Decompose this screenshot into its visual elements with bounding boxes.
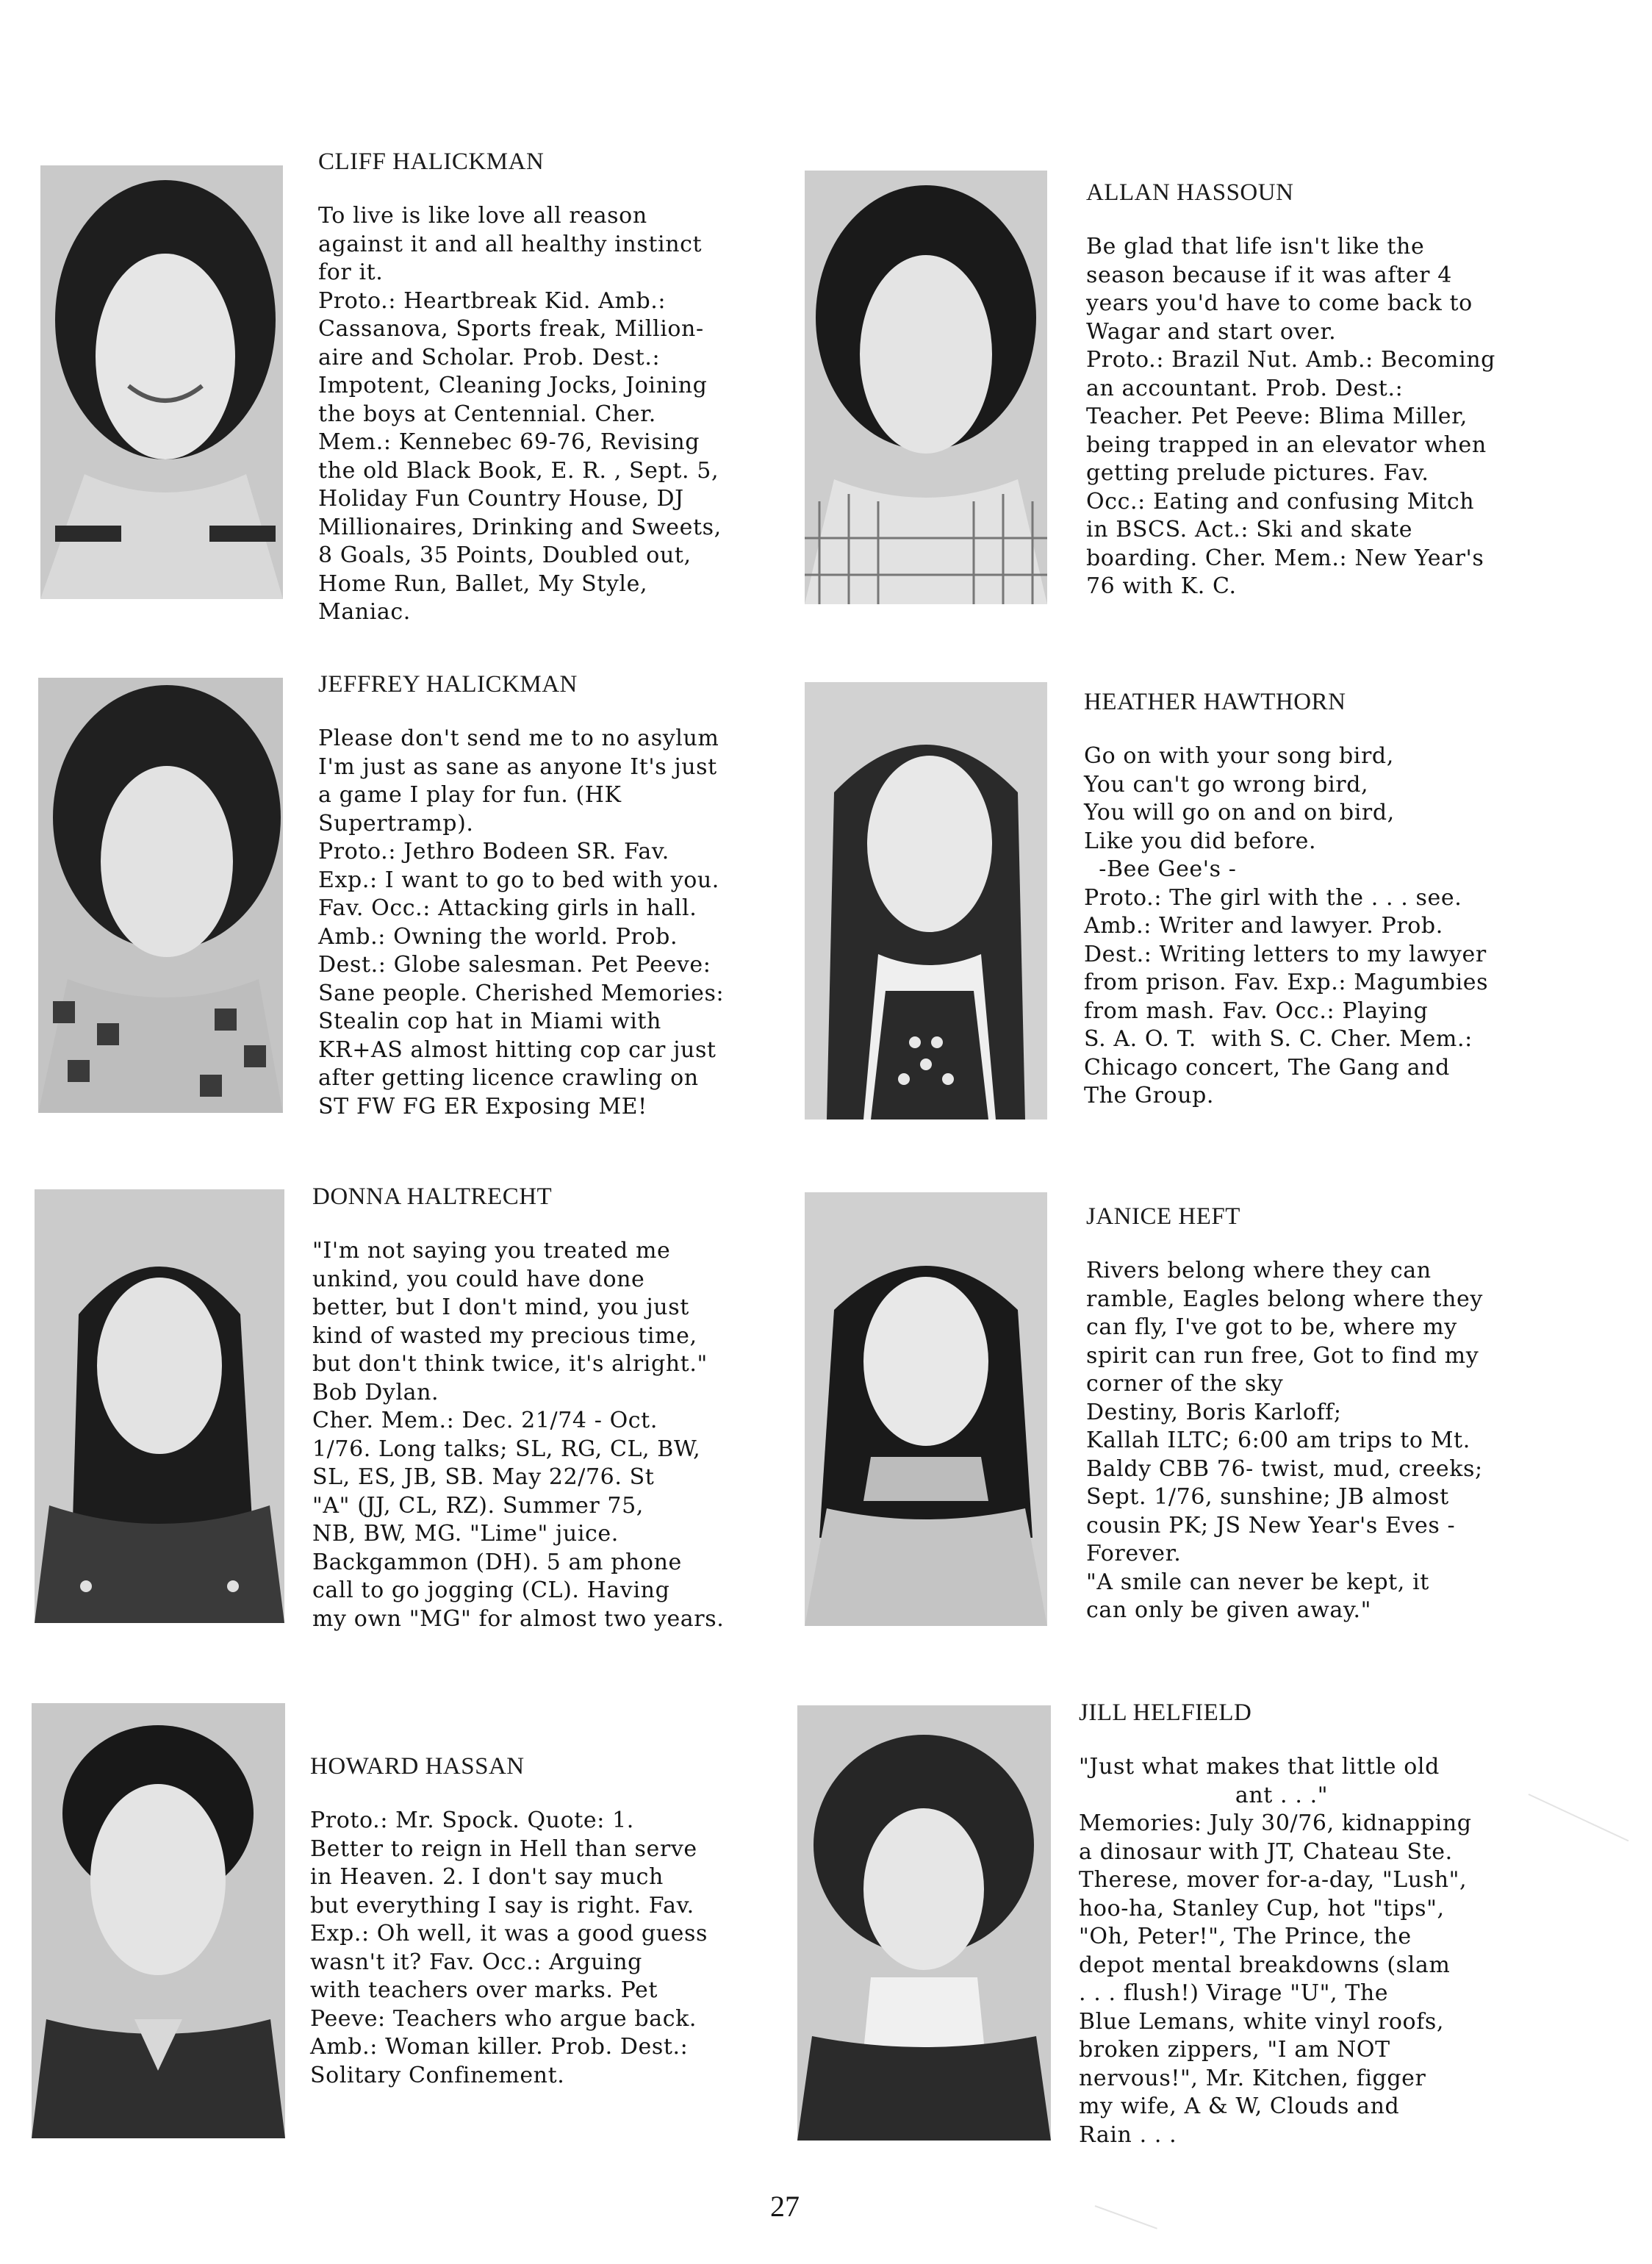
- portrait-photo-icon: [805, 682, 1047, 1120]
- portrait-photo-icon: [805, 1192, 1047, 1626]
- student-name: JANICE HEFT: [1086, 1203, 1240, 1230]
- student-blurb: "I'm not saying you treated me unkind, you could have done better, but I don't mind, you just kind of wasted my precious time, but don't think twice, it's alright." Bob Dylan. Cher. Mem.: Dec. 21/74 - Oct. 1/76. Long talks; SL, RG, CL, BW, SL, ES, JB, SB. May 22/76. St "A" (JJ, CL, RZ). Summer 75, NB, BW, MG. "Lime" juice. Backgammon (DH). 5 am phone call to go jogging (CL). Having my own "MG" for almost two years.: [312, 1238, 725, 1632]
- student-blurb: Proto.: Mr. Spock. Quote: 1. Better to reign in Hell than serve in Heaven. 2. I don't say much but everything I say is right. Fav. Exp.: Oh well, it was a good guess wasn't it? Fav. Occ.: Arguing with teachers over marks. Pet Peeve: Teachers who argue back. Amb.: Woman killer. Prob. Dest.: Solitary Confinement.: [310, 1808, 708, 2088]
- student-name: HOWARD HASSAN: [310, 1753, 525, 1780]
- student-portrait-photo: [805, 171, 1047, 604]
- student-name: JILL HELFIELD: [1079, 1699, 1252, 1726]
- student-name: ALLAN HASSOUN: [1086, 179, 1294, 206]
- student-blurb: Please don't send me to no asylum I'm just as sane as anyone It's just a game I play for fun. (HK Supertramp). Proto.: Jethro Bodeen SR. Fav. Exp.: I want to go to bed with you. Fav. Occ.: Attacking girls in hall. Amb.: Owning the world. Prob. Dest.: Globe salesman. Pet Peeve: Sane people. Cherished Memories: Stealin cop hat in Miami with KR+AS almost hitting cop car just after getting licence crawling on ST FW FG ER Exposing ME!: [318, 726, 725, 1120]
- student-blurb: To live is like love all reason against it and all healthy instinct for it. Proto.: Heartbreak Kid. Amb.: Cassanova, Sports freak, Million- aire and Scholar. Prob. Dest.: Impotent, Cleaning Jocks, Joining the boys at Centennial. Cher. Mem.: Kennebec 69-76, Revising the old Black Book, E. R. , Sept. 5, Holiday Fun Country House, DJ Millionaires, Drinking and Sweets, 8 Goals, 35 Points, Doubled out, Home Run, Ballet, My Style, Maniac.: [318, 203, 722, 625]
- portrait-photo-icon: [797, 1705, 1051, 2141]
- student-portrait-photo: [797, 1705, 1051, 2141]
- scan-mark: [1095, 2205, 1157, 2229]
- student-blurb: Rivers belong where they can ramble, Eagles belong where they can fly, I've got to be, where my spirit can run free, Got to find my corner of the sky Destiny, Boris Karloff; Kallah ILTC; 6:00 am trips to Mt. Baldy CBB 76- twist, mud, creeks; Sept. 1/76, sunshine; JB almost cousin PK; JS New Year's Eves - Forever. "A smile can never be kept, it can only be given away.": [1086, 1258, 1483, 1623]
- portrait-photo-icon: [40, 165, 283, 599]
- student-name: CLIFF HALICKMAN: [318, 148, 545, 175]
- student-name: DONNA HALTRECHT: [312, 1183, 553, 1210]
- student-name: HEATHER HAWTHORN: [1084, 689, 1346, 715]
- student-portrait-photo: [805, 1192, 1047, 1626]
- student-portrait-photo: [35, 1189, 284, 1623]
- portrait-photo-icon: [32, 1703, 285, 2138]
- portrait-photo-icon: [805, 171, 1047, 604]
- student-blurb: Go on with your song bird, You can't go wrong bird, You will go on and on bird, Like you did before. -Bee Gee's - Proto.: The girl with the . . . see. Amb.: Writer and lawyer. Prob. Dest.: Writing letters to my lawyer from prison. Fav. Exp.: Magumbies from mash. Fav. Occ.: Playing S. A. O. T. with S. C. Cher. Mem.: Chicago concert, The Gang and The Group.: [1084, 743, 1489, 1108]
- page-number: 27: [770, 2190, 800, 2223]
- student-portrait-photo: [38, 678, 283, 1113]
- portrait-photo-icon: [35, 1189, 284, 1623]
- portrait-photo-icon: [38, 678, 283, 1113]
- student-blurb: "Just what makes that little old ant . . ." Memories: July 30/76, kidnapping a dinosaur with JT, Chateau Ste. Therese, mover for-a-day, "Lush", hoo-ha, Stanley Cup, hot "tips", "Oh, Peter!", The Prince, the depot mental breakdowns (slam . . . flush!) Virage "U", The Blue Lemans, white vinyl roofs, broken zippers, "I am NOT nervous!", Mr. Kitchen, figger my wife, A & W, Clouds and Rain . . .: [1079, 1754, 1472, 2148]
- student-portrait-photo: [805, 682, 1047, 1120]
- student-portrait-photo: [40, 165, 283, 599]
- student-portrait-photo: [32, 1703, 285, 2138]
- student-blurb: Be glad that life isn't like the season because if it was after 4 years you'd have to come back to Wagar and start over. Proto.: Brazil Nut. Amb.: Becoming an accountant. Prob. Dest.: Teacher. Pet Peeve: Blima Miller, being trapped in an elevator when getting prelude pictures. Fav. Occ.: Eating and confusing Mitch in BSCS. Act.: Ski and skate boarding. Cher. Mem.: New Year's 76 with K. C.: [1086, 234, 1495, 599]
- student-name: JEFFREY HALICKMAN: [318, 671, 578, 698]
